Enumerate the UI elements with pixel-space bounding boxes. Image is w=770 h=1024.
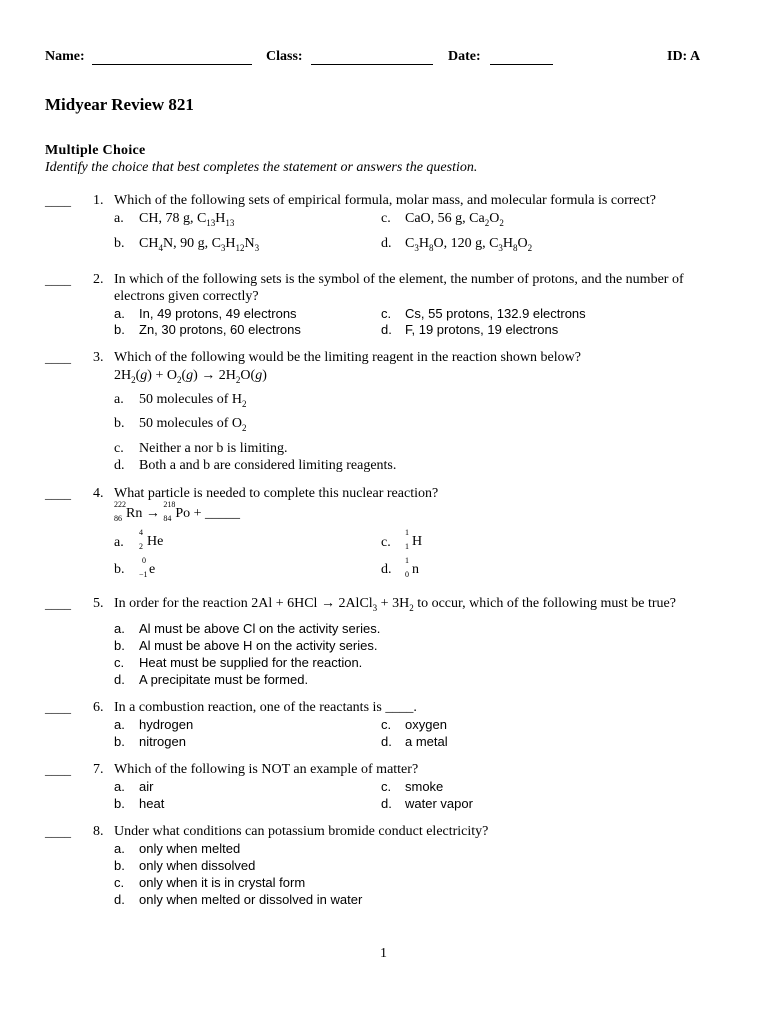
question-number: 4. [93, 486, 104, 501]
question-text: In a combustion reaction, one of the reactants is ____. [114, 700, 417, 715]
answer-blank[interactable]: ____ [45, 700, 71, 715]
option-c: CaO, 56 g, $Ca_2O_2$ [405, 211, 504, 228]
option-label: d. [381, 734, 392, 749]
option-label: c. [114, 441, 124, 456]
option-label: a. [114, 535, 124, 550]
option-b: Zn, 30 protons, 60 electrons [139, 322, 301, 337]
option-label: d. [381, 236, 392, 251]
option-label: d. [114, 458, 125, 473]
option-label: a. [114, 779, 125, 794]
section-heading: Multiple Choice [45, 143, 146, 158]
option-label: a. [114, 841, 125, 856]
option-c: Heat must be supplied for the reaction. [139, 655, 363, 670]
option-b: only when dissolved [139, 858, 256, 873]
option-a: CH, 78 g, $C_{13}H_{13}$ [139, 211, 235, 228]
answer-blank[interactable]: ____ [45, 596, 71, 611]
option-d: $C_3H_8O$, 120 g, $C_3H_8O_2$ [405, 236, 533, 253]
option-b: 0 −1 e [139, 556, 156, 579]
option-label: a. [114, 392, 124, 407]
option-label: b. [114, 796, 125, 811]
option-d: 1 0 n [405, 556, 419, 579]
option-b: Al must be above H on the activity series. [139, 638, 378, 653]
option-label: b. [114, 734, 125, 749]
option-label: d. [381, 796, 392, 811]
option-d: a metal [405, 734, 448, 749]
nuclear-reaction: 222 86 Rn → 218 84 Po + _____ [114, 500, 241, 523]
option-c: 1 1 H [405, 528, 423, 551]
option-label: a. [114, 306, 125, 321]
option-a: 50 molecules of $H_2$ [139, 392, 247, 409]
question-text: In order for the reaction 2Al + 6HCl → 2AlCl$_3$ + $3H_2$ to occur, which of the following must be true? [114, 596, 676, 613]
option-label: a. [114, 621, 125, 636]
option-a: In, 49 protons, 49 electrons [139, 306, 297, 321]
option-label: d. [114, 672, 125, 687]
option-c: Cs, 55 protons, 132.9 electrons [405, 306, 586, 321]
question-text: Which of the following sets of empirical formula, molar mass, and molecular formula is correct? [114, 193, 656, 208]
option-a: 4 2 He [139, 528, 164, 551]
option-label: d. [381, 322, 392, 337]
date-blank[interactable] [490, 64, 553, 65]
id-label: ID: A [667, 49, 701, 64]
option-c: only when it is in crystal form [139, 875, 306, 890]
name-blank[interactable] [92, 64, 252, 65]
answer-blank[interactable]: ____ [45, 193, 71, 208]
option-label: d. [114, 892, 125, 907]
option-label: c. [114, 875, 125, 890]
option-a: hydrogen [139, 717, 194, 732]
question-text: In which of the following sets is the symbol of the element, the number of protons, and the number of [114, 272, 684, 287]
class-label: Class: [266, 49, 303, 64]
option-a: air [139, 779, 154, 794]
answer-blank[interactable]: ____ [45, 272, 71, 287]
option-b: 50 molecules of $O_2$ [139, 416, 247, 433]
option-label: c. [381, 306, 392, 321]
question-text-cont: electrons given correctly? [114, 289, 259, 304]
class-blank[interactable] [311, 64, 433, 65]
option-label: b. [114, 322, 125, 337]
option-label: b. [114, 562, 125, 577]
page-title: Midyear Review 821 [45, 95, 194, 114]
question-number: 6. [93, 700, 104, 715]
question-number: 8. [93, 824, 104, 839]
option-d: water vapor [405, 796, 473, 811]
question-text: Which of the following would be the limiting reagent in the reaction shown below? [114, 350, 581, 365]
option-c: Neither a nor b is limiting. [139, 441, 288, 456]
reaction-equation: $2H_2(g) + O_2(g) \to 2H_2O(g)$ [114, 368, 267, 385]
option-label: d. [381, 562, 392, 577]
answer-blank[interactable]: ____ [45, 350, 71, 365]
option-label: c. [381, 717, 392, 732]
question-text: What particle is needed to complete this nuclear reaction? [114, 486, 439, 501]
option-label: a. [114, 717, 125, 732]
option-a: Al must be above Cl on the activity series. [139, 621, 381, 636]
option-label: a. [114, 211, 124, 226]
question-number: 1. [93, 193, 104, 208]
option-label: c. [381, 779, 392, 794]
instructions: Identify the choice that best completes the statement or answers the question. [45, 160, 478, 175]
option-d: A precipitate must be formed. [139, 672, 309, 687]
option-label: c. [381, 211, 391, 226]
answer-blank[interactable]: ____ [45, 486, 71, 501]
option-c: oxygen [405, 717, 447, 732]
option-b: $CH_4N$, 90 g, $C_3H_{12}N_3$ [139, 236, 260, 253]
answer-blank[interactable]: ____ [45, 762, 71, 777]
question-text: Which of the following is NOT an example of matter? [114, 762, 419, 777]
option-label: b. [114, 236, 125, 251]
option-a: only when melted [139, 841, 241, 856]
option-label: b. [114, 638, 125, 653]
option-d: F, 19 protons, 19 electrons [405, 322, 559, 337]
option-d: Both a and b are considered limiting reagents. [139, 458, 397, 473]
page-number: 1 [380, 946, 387, 961]
question-number: 7. [93, 762, 104, 777]
option-label: c. [381, 535, 391, 550]
question-number: 3. [93, 350, 104, 365]
date-label: Date: [448, 49, 481, 64]
question-number: 2. [93, 272, 104, 287]
answer-blank[interactable]: ____ [45, 824, 71, 839]
option-label: b. [114, 416, 125, 431]
question-text: Under what conditions can potassium bromide conduct electricity? [114, 824, 489, 839]
option-b: heat [139, 796, 165, 811]
option-label: b. [114, 858, 125, 873]
option-b: nitrogen [139, 734, 186, 749]
option-d: only when melted or dissolved in water [139, 892, 363, 907]
option-label: c. [114, 655, 125, 670]
option-c: smoke [405, 779, 444, 794]
question-number: 5. [93, 596, 104, 611]
name-label: Name: [45, 49, 85, 64]
